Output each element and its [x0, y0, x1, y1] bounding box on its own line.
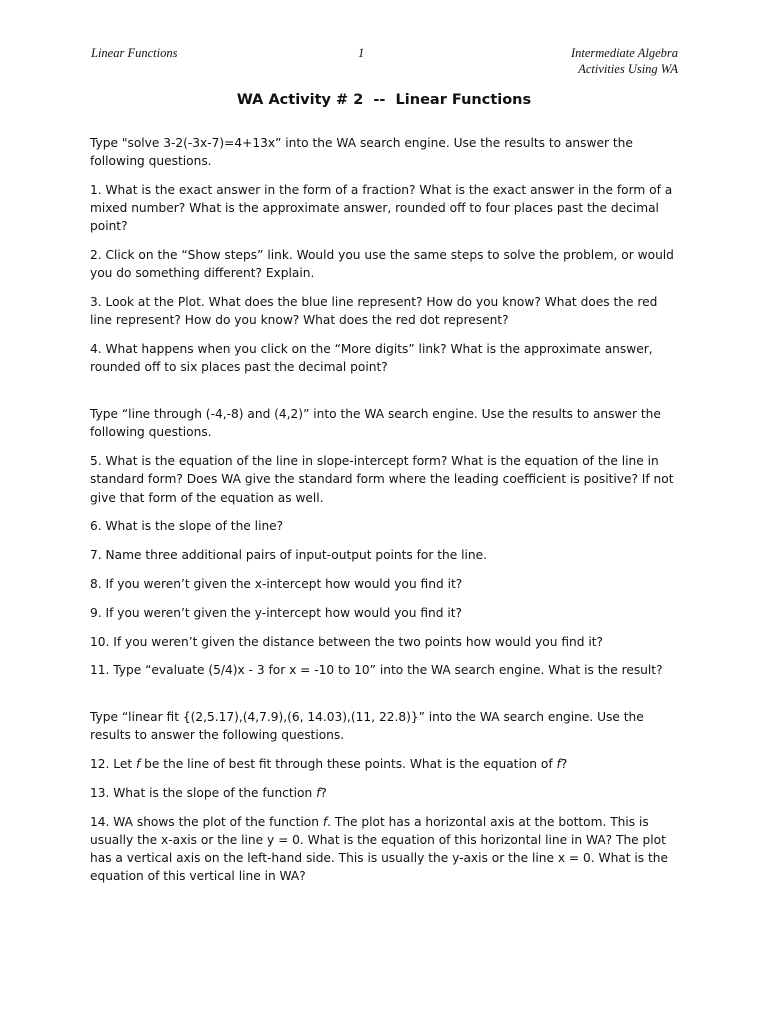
q12-text-b: be the line of best fit through these points. What is the equation of: [140, 757, 557, 772]
q14-text-b: . The plot has a horizontal axis at the bottom. This is usually the x-axis or the line y = 0. What is the equation of this horizontal line in WA? The plot has a vertical axis on the left-hand side. This is usually the y-axis or the line x = 0. What is the equation of this vertical line in WA?: [90, 814, 669, 884]
question-5: 5. What is the equation of the line in slope-intercept form? What is the equation of the line in standard form? Does WA give the standard form where the leading coefficient is positive? If not give that form of the equation as well.: [90, 454, 674, 505]
section-2-intro: Type “line through (-4,-8) and (4,2)” into the WA search engine. Use the results to answer the following questions.: [90, 407, 661, 440]
question-1: 1. What is the exact answer in the form of a fraction? What is the exact answer in the form of a mixed number? What is the approximate answer, rounded off to four places past the decimal point?: [90, 183, 673, 234]
q12-text-c: ?: [560, 757, 568, 772]
question-2: 2. Click on the “Show steps” link. Would you use the same steps to solve the problem, or would you do something different? Explain.: [90, 248, 674, 281]
q12-text-a: 12. Let: [90, 757, 136, 772]
header-right-line1: Intermediate Algebra: [570, 46, 678, 60]
q14-text-a: 14. WA shows the plot of the function: [90, 814, 323, 829]
question-11: 11. Type “evaluate (5/4)x - 3 for x = -10 to 10” into the WA search engine. What is the result?: [90, 663, 663, 678]
q13-func-f: f: [316, 785, 321, 800]
section-spacer: [90, 387, 682, 405]
q14-func-f: f: [322, 814, 328, 829]
header-right-line2: Activities Using WA: [578, 62, 678, 76]
header-left: Linear Functions: [91, 46, 178, 60]
page-title: WA Activity # 2 -- Linear Functions: [236, 92, 532, 108]
header-right: [571, 45, 678, 77]
q13-text-a: 13. What is the slope of the function: [90, 785, 317, 800]
section-1-intro: Type "solve 3-2(-3x-7)=4+13x” into the WA search engine. Use the results to answer the following questions.: [90, 136, 633, 169]
question-12: [90, 755, 682, 773]
q12-func-f: f: [556, 757, 561, 772]
document-body: [90, 134, 682, 896]
question-4: 4. What happens when you click on the “More digits” link? What is the approximate answer, rounded off to six places past the decimal point?: [90, 342, 653, 375]
question-7: 7. Name three additional pairs of input-output points for the line.: [90, 548, 488, 563]
question-3: 3. Look at the Plot. What does the blue line represent? How do you know? What does the red line represent? How do you know? What does the red dot represent?: [90, 295, 658, 328]
q12-func-f: f: [135, 757, 141, 772]
page-number: 1: [358, 46, 365, 60]
q13-text-b: ?: [320, 785, 327, 800]
question-6: 6. What is the slope of the line?: [90, 519, 284, 534]
question-8: 8. If you weren’t given the x-intercept how would you find it?: [90, 577, 463, 591]
question-13: [90, 784, 682, 802]
section-3-intro: Type “linear fit {(2,5.17),(4,7.9),(6, 14.03),(11, 22.8)}” into the WA search engine. Use the results to answer the following questions.: [90, 710, 644, 743]
question-14: [90, 813, 682, 886]
question-9: 9. If you weren’t given the y-intercept how would you find it?: [90, 605, 462, 620]
section-spacer: [90, 690, 682, 708]
question-10: 10. If you weren’t given the distance between the two points how would you find it?: [90, 634, 603, 649]
